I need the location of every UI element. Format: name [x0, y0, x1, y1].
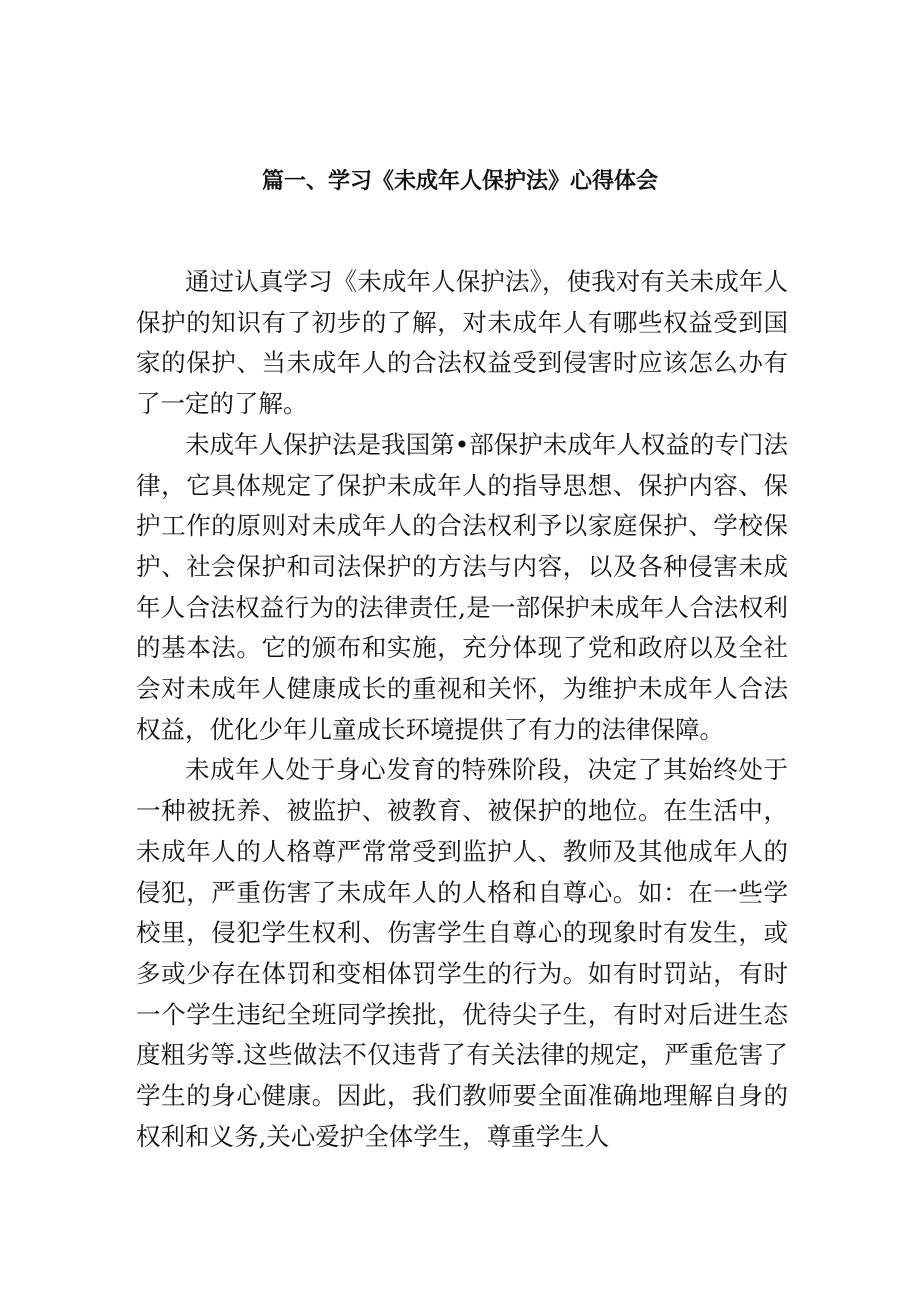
- document-body: [136, 262, 788, 1157]
- document-title: 篇一、学习《未成年人保护法》心得体会: [261, 169, 658, 194]
- paragraph-1: 通过认真学习《未成年人保护法》，使我对有关未成年人保护的知识有了初步的了解，对未成年人有哪些权益受到国家的保护、当未成年人的合法权益受到侵害时应该怎么办有了一定的了解。: [136, 267, 788, 419]
- paragraph-3: 未成年人处于身心发育的特殊阶段，决定了其始终处于一种被抚养、被监护、被教育、被保护的地位。在生活中，未成年人的人格尊严常常受到监护人、教师及其他成年人的侵犯，严重伤害了未成年人的人格和自尊心。如：在一些学校里，侵犯学生权利、伤害学生自尊心的现象时有发生，或多或少存在体罚和变相体罚学生的行为。如有时罚站，有时一个学生违纪全班同学挨批，优待尖子生，有时对后进生态度粗劣等.这些做法不仅违背了有关法律的规定，严重危害了学生的身心健康。因此，我们教师要全面准确地理解自身的权利和义务,关心爱护全体学生，尊重学生人: [136, 755, 788, 1151]
- paragraph-2: 未成年人保护法是我国第•部保护未成年人权益的专门法律，它具体规定了保护未成年人的指导思想、保护内容、保护工作的原则对未成年人的合法权利予以家庭保护、学校保护、社会保护和司法保护的方法与内容，以及各种侵害未成年人合法权益行为的法律责任,是一部保护未成年人合法权利的基本法。它的颁布和实施，充分体现了党和政府以及全社会对未成年人健康成长的重视和关怀，为维护未成年人合法权益，优化少年儿童成长环境提供了有力的法律保障。: [136, 429, 788, 744]
